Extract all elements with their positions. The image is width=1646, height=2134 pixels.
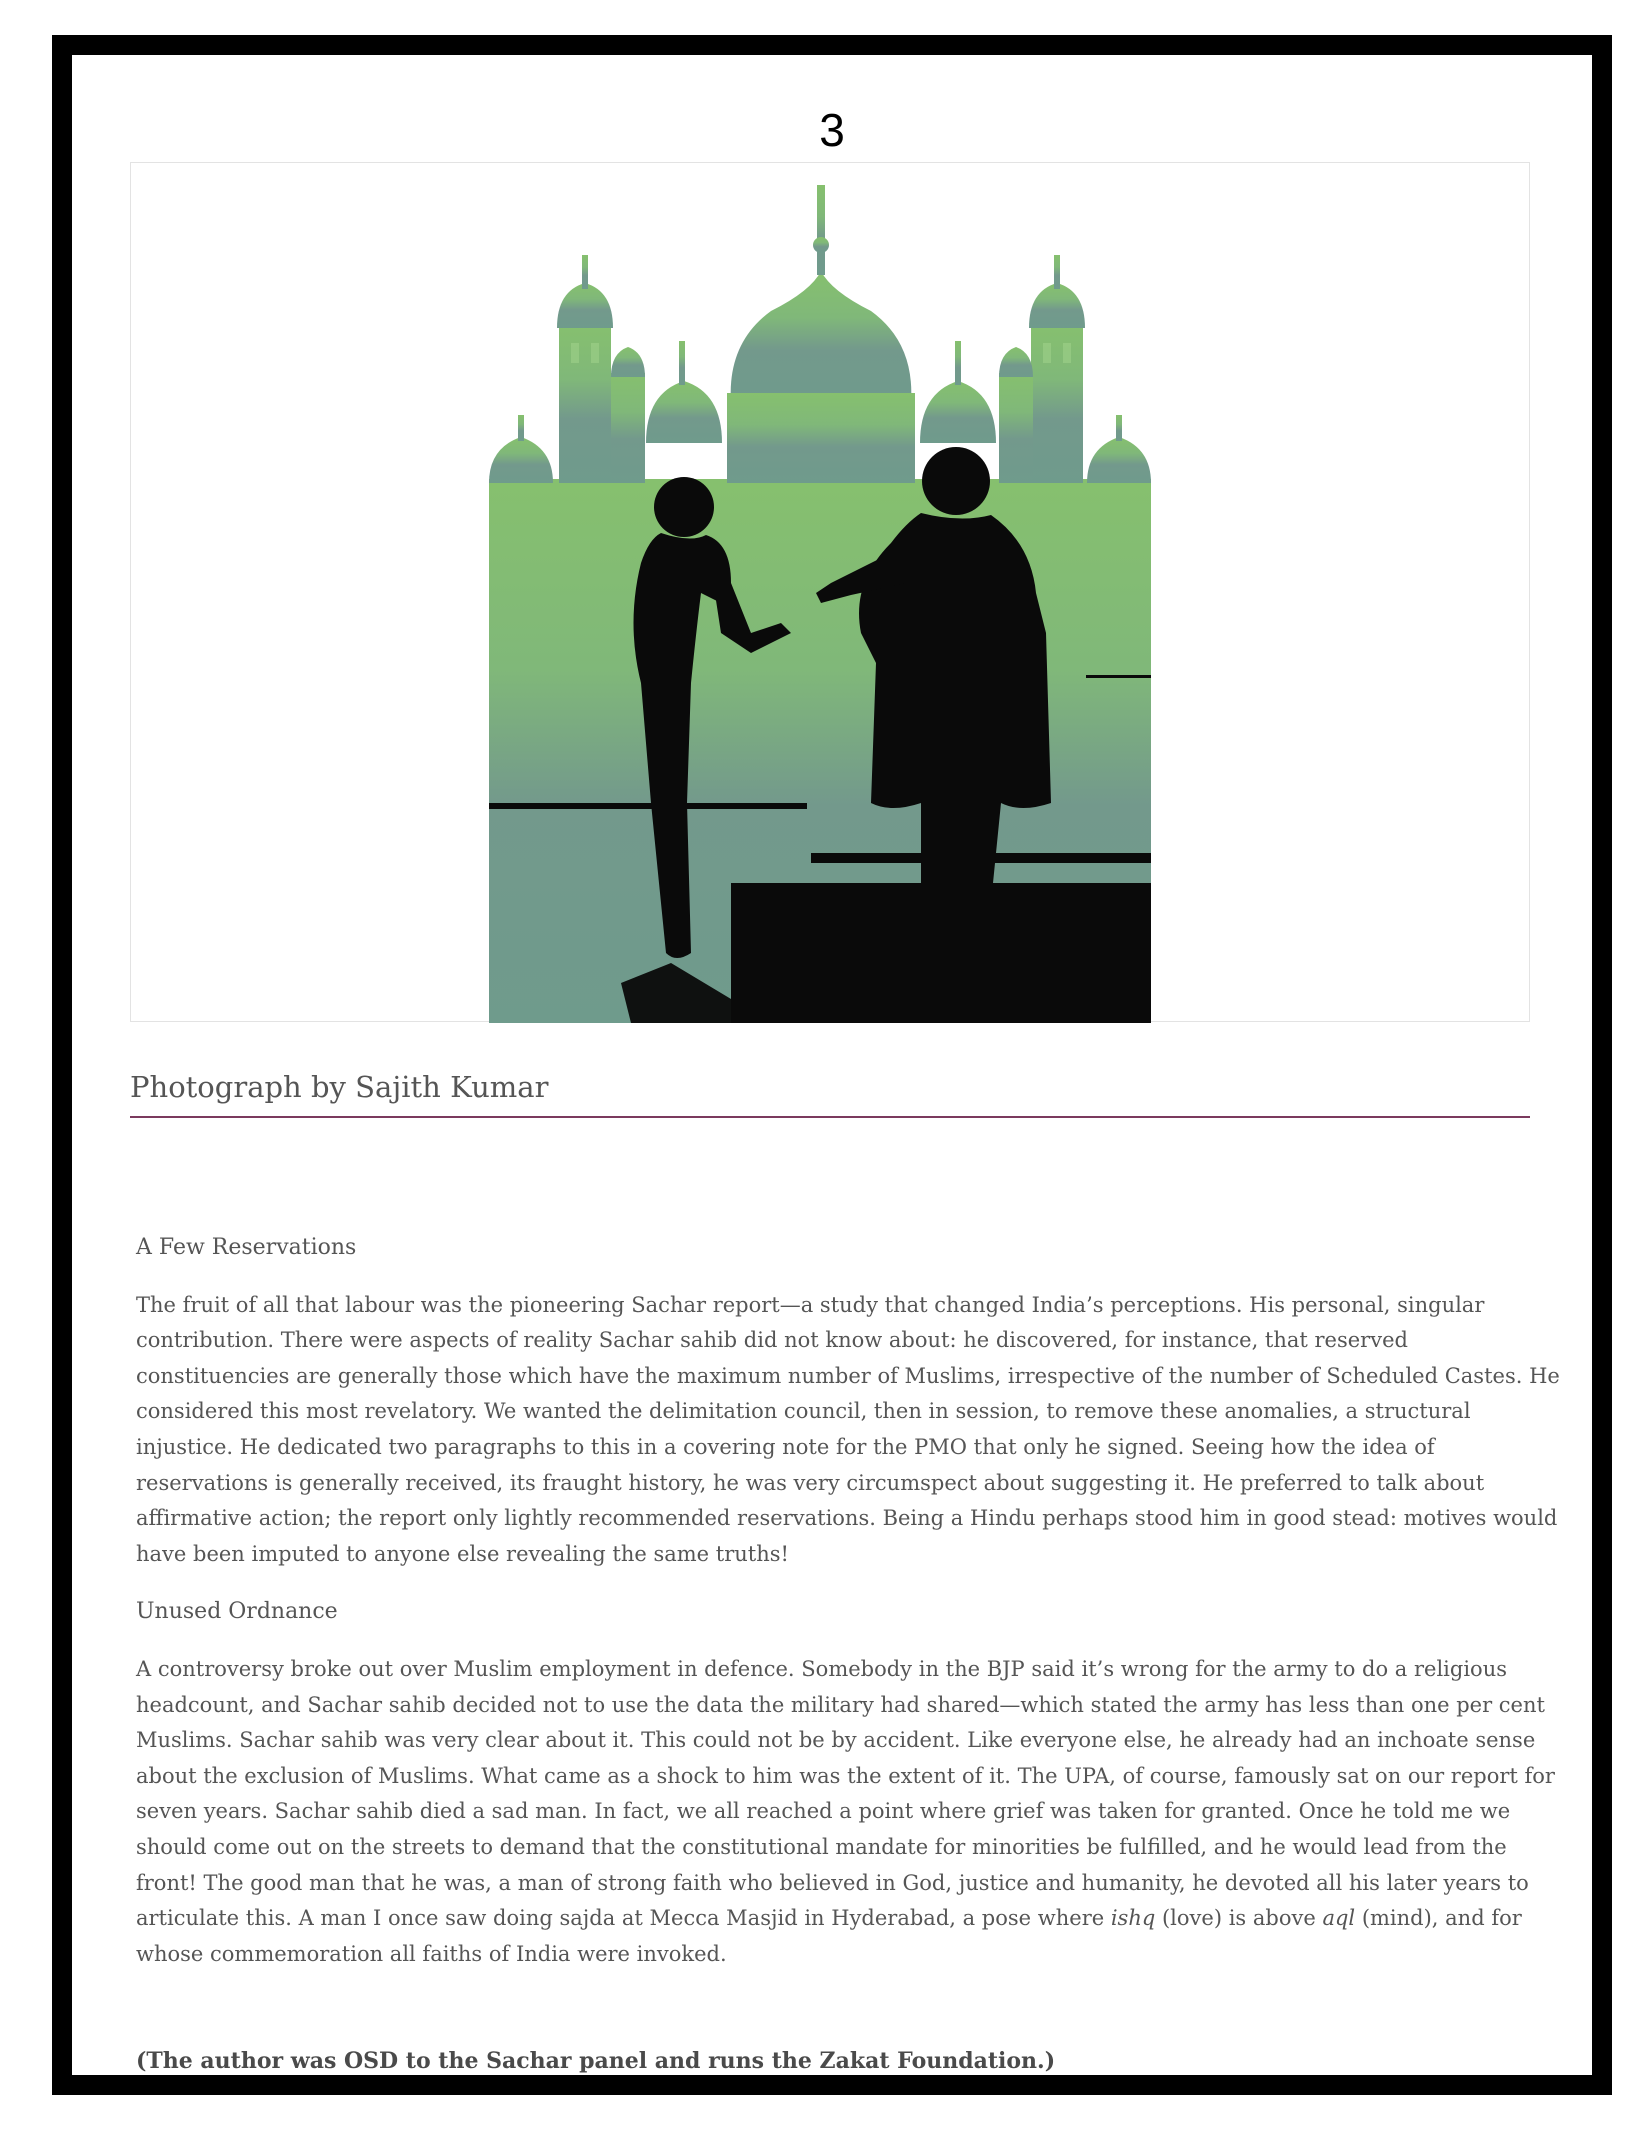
article-body	[136, 1230, 1566, 2102]
paragraph-reservations: The fruit of all that labour was the pioneering Sachar report—a study that changed India’s perceptions. His personal, singular contribution. There were aspects of reality Sachar sahib did not know about: he discovered, for instance, that reserved constituencies are generally those which have the maximum number of Muslims, irrespective of the number of Scheduled Castes. He considered this most revelatory. We wanted the delimitation council, then in session, to remove these anomalies, a structural injustice. He dedicated two paragraphs to this in a covering note for the PMO that only he signed. Seeing how the idea of reservations is generally received, its fraught history, he was very circumspect about suggesting it. He preferred to talk about affirmative action; the report only lightly recommended reservations. Being a Hindu perhaps stood him in good stead: motives would have been imputed to anyone else revealing the same truths!	[136, 1292, 1560, 1566]
photograph	[130, 162, 1530, 1022]
author-note: (The author was OSD to the Sachar panel and runs the Zakat Foundation.)	[136, 2048, 1056, 2075]
paragraph-ordnance-text-b: (love) is above	[1155, 1906, 1323, 1931]
paragraph-ordnance-text-a: A controversy broke out over Muslim employment in defence. Somebody in the BJP said it’s wrong for the army to do a religious headcount, and Sachar sahib decided not to use the data the military had shared—which stated the army has less than one per cent Muslims. Sachar sahib was very clear about it. This could not be by accident. Like everyone else, he already had an inchoate sense about the exclusion of Muslims. What came as a shock to him was the extent of it. The UPA, of course, famously sat on our report for seven years. Sachar sahib died a sad man. In fact, we all reached a point where grief was taken for granted. Once he told me we should come out on the streets to demand that the constitutional mandate for minorities be fulfilled, and he would lead from the front! The good man that he was, a man of strong faith who believed in God, justice and humanity, he devoted all his later years to articulate this. A man I once saw doing sajda at Mecca Masjid in Hyderabad, a pose where	[136, 1656, 1555, 1931]
page-frame	[52, 35, 1612, 2095]
section-heading-reservations: A Few Reservations	[136, 1235, 357, 1260]
italic-term-ishq: ishq	[1110, 1906, 1156, 1931]
section-heading-ordnance: Unused Ordnance	[136, 1599, 338, 1625]
mosque-silhouette-illustration	[131, 163, 1531, 1023]
photo-caption: Photograph by Sajith Kumar	[130, 1070, 1530, 1118]
paragraph-ordnance-text-c: (mind), and for whose commemoration all faiths of India were invoked.	[136, 1906, 1522, 1966]
italic-term-aql: aql	[1322, 1906, 1356, 1931]
paragraph-ordnance	[136, 1652, 1566, 1972]
page-number: 3	[819, 104, 845, 156]
